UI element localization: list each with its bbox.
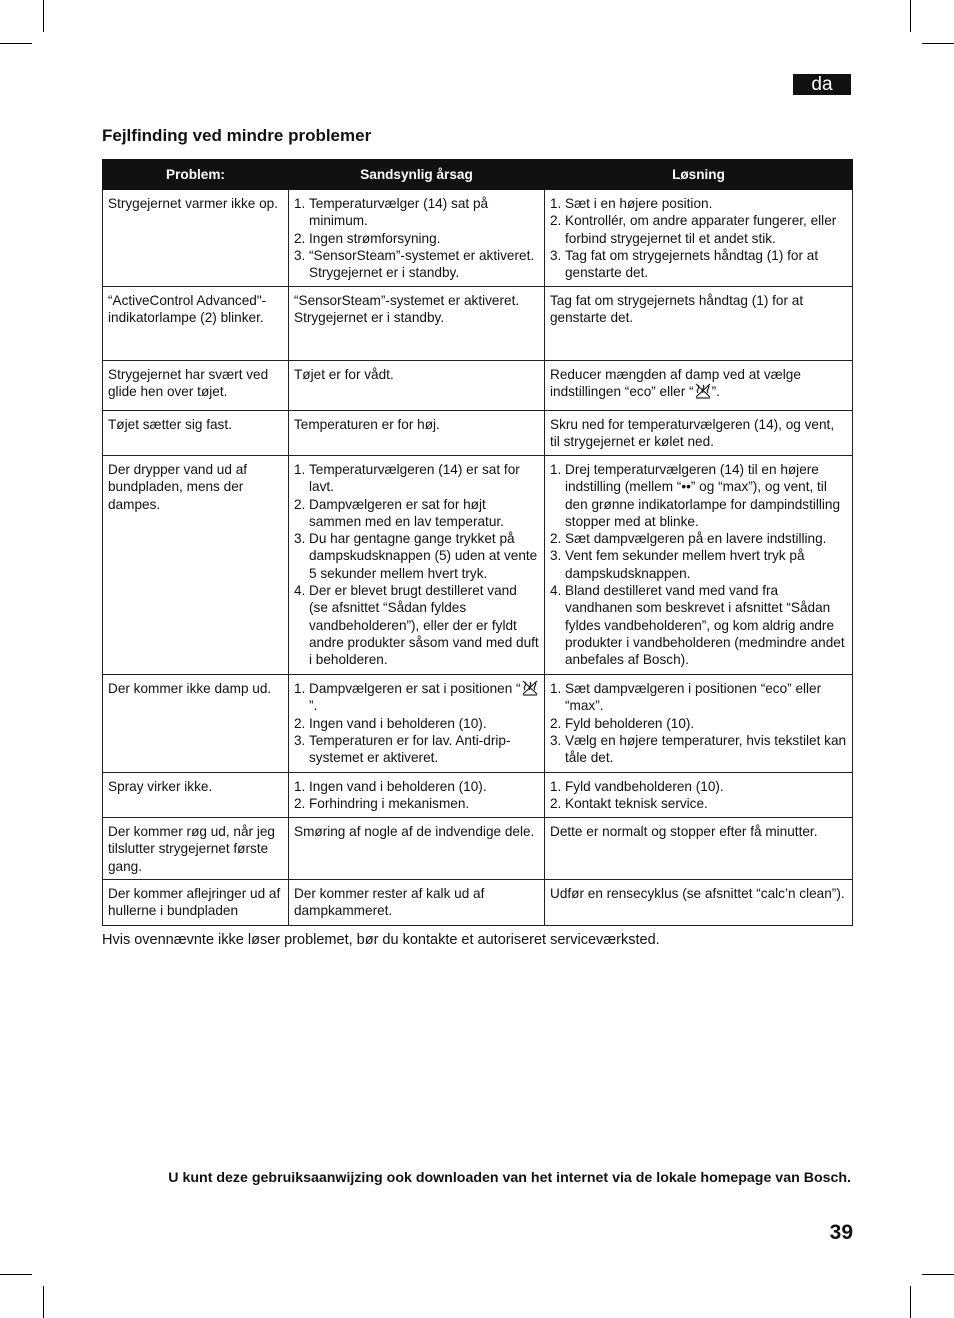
crop-mark-top-left-h — [0, 43, 32, 44]
list-item: 4. Der er blevet brugt destilleret vand (se afsnittet “Sådan fyldes vandbeholderen”), eller der er fyldt andre produkter såsom vand med duft i beholderen. — [294, 583, 539, 668]
table-header-row — [103, 160, 853, 190]
language-badge: da — [793, 74, 851, 95]
solution-cell — [545, 773, 853, 818]
list-item: 3. Temperaturen er for lav. Anti-drip-systemet er aktiveret. — [294, 732, 511, 766]
list-item: 2. Fyld beholderen (10). — [550, 715, 695, 731]
cause-cell: Temperaturen er for høj. — [289, 411, 545, 456]
table-row — [103, 361, 853, 411]
list-item: 1. Temperaturvælgeren (14) er sat for lavt. — [294, 462, 520, 495]
section-title: Fejlfinding ved mindre problemer — [102, 126, 372, 145]
cause-list — [294, 195, 539, 281]
problem-cell: Strygejernet har svært ved glide hen over tøjet. — [103, 361, 289, 411]
list-item: 1. Ingen vand i beholderen (10). — [294, 779, 487, 794]
problem-cell: Der kommer røg ud, når jeg tilslutter strygejernet første gang. — [103, 818, 289, 880]
cause-list — [294, 778, 539, 813]
solution-cell — [545, 190, 853, 287]
problem-cell: “ActiveControl Advanced"-indikatorlampe (2) blinker. — [103, 287, 289, 361]
solution-list — [550, 680, 847, 766]
list-item: 1. Fyld vandbeholderen (10). — [550, 779, 724, 794]
cause-cell — [289, 773, 545, 818]
solution-list — [550, 778, 847, 813]
list-item: 1. Sæt i en højere position. — [550, 196, 713, 211]
solution-cell: Dette er normalt og stopper efter få minutter. — [545, 818, 853, 880]
table-row — [103, 190, 853, 287]
cause-list — [294, 461, 539, 669]
list-item: 3. Vælg en højere temperaturer, hvis tekstilet kan tåle det. — [550, 732, 847, 766]
list-item: 3. “SensorSteam”-systemet er aktiveret. Strygejernet er i standby. — [294, 247, 535, 281]
crop-mark-bottom-right-h — [922, 1274, 954, 1275]
problem-cell: Spray virker ikke. — [103, 773, 289, 818]
cause-cell — [289, 190, 545, 287]
cause-cell: Der kommer rester af kalk ud af dampkammeret. — [289, 880, 545, 926]
cause-cell — [289, 675, 545, 773]
solution-cell — [545, 675, 853, 773]
list-item: 2. Kontakt teknisk service. — [550, 796, 708, 812]
table-row — [103, 675, 853, 773]
list-item: 2. Forhindring i mekanismen. — [294, 796, 470, 812]
list-item: 1. Dampvælgeren er sat i positionen “ ”. — [294, 680, 539, 715]
list-item: 3. Tag fat om strygejernets håndtag (1) for at genstarte det. — [550, 247, 819, 281]
table-row — [103, 411, 853, 456]
crop-mark-bottom-left-v — [43, 1286, 44, 1318]
list-item: 4. Bland destilleret vand med vand fra vandhanen som beskrevet i afsnittet “Sådan fyldes vandbeholderen”, og kom aldrig andre produkter i vandbeholderen (medmindre andet anbefales af Bosch). — [550, 583, 845, 668]
table-row — [103, 773, 853, 818]
list-item: 3. Du har gentagne gange trykket på dampskudsknappen (5) uden at vente 5 sekunder mellem hvert tryk. — [294, 531, 538, 581]
list-item: 1. Drej temperaturvælgeren (14) til en højere indstilling (mellem “••” og “max”), og vent, til den grønne indikatorlampe for dampindstilling stopper med at blinke. — [550, 462, 841, 529]
solution-cell: Reducer mængden af damp ved at vælge indstillingen “eco” eller “ ”. — [545, 361, 853, 411]
list-item: 1. Sæt dampvælgeren i positionen “eco” eller “max”. — [550, 681, 822, 714]
solution-cell — [545, 456, 853, 675]
cause-cell — [289, 456, 545, 675]
crop-mark-top-right-v — [910, 0, 911, 32]
troubleshooting-table — [102, 159, 853, 926]
crossed-out-steam-icon — [521, 680, 539, 696]
solution-cell: Udfør en rensecyklus (se afsnittet “calc’n clean”). — [545, 880, 853, 926]
cause-cell: Tøjet er for vådt. — [289, 361, 545, 411]
header-problem: Problem: — [103, 160, 289, 190]
service-note: Hvis ovennævnte ikke løser problemet, bør du kontakte et autoriseret serviceværksted. — [102, 932, 660, 948]
list-item: 2. Ingen vand i beholderen (10). — [294, 715, 487, 731]
solution-cell: Skru ned for temperaturvælgeren (14), og vent, til strygejernet er kølet ned. — [545, 411, 853, 456]
solution-list — [550, 461, 847, 669]
crop-mark-top-left-v — [43, 0, 44, 32]
crop-mark-top-right-h — [922, 43, 954, 44]
problem-cell: Der kommer ikke damp ud. — [103, 675, 289, 773]
table-row — [103, 287, 853, 361]
problem-cell: Der kommer aflejringer ud af hullerne i bundpladen — [103, 880, 289, 926]
crop-mark-bottom-right-v — [910, 1286, 911, 1318]
list-item: 2. Ingen strømforsyning. — [294, 230, 441, 246]
header-cause: Sandsynlig årsag — [289, 160, 545, 190]
cause-list — [294, 680, 539, 766]
problem-cell: Der drypper vand ud af bundpladen, mens der dampes. — [103, 456, 289, 675]
cause-cell: “SensorSteam”-systemet er aktiveret. Strygejernet er i standby. — [289, 287, 545, 361]
solution-cell: Tag fat om strygejernets håndtag (1) for at genstarte det. — [545, 287, 853, 361]
crop-mark-bottom-left-h — [0, 1274, 32, 1275]
problem-cell: Strygejernet varmer ikke op. — [103, 190, 289, 287]
page-number: 39 — [829, 1221, 853, 1244]
list-item: 1. Temperaturvælger (14) sat på minimum. — [294, 196, 489, 229]
table-row — [103, 880, 853, 926]
list-item: 3. Vent fem sekunder mellem hvert tryk på dampskudsknappen. — [550, 548, 805, 581]
list-item: 2. Sæt dampvælgeren på en lavere indstilling. — [550, 531, 827, 547]
table-row — [103, 818, 853, 880]
cause-cell: Smøring af nogle af de indvendige dele. — [289, 818, 545, 880]
solution-list — [550, 195, 847, 281]
download-note: U kunt deze gebruiksaanwijzing ook downloaden van het internet via de lokale homepage van Bosch. — [168, 1170, 851, 1186]
table-row — [103, 456, 853, 675]
header-solution: Løsning — [545, 160, 853, 190]
low-temperature-dots-symbol: •• — [681, 479, 691, 495]
problem-cell: Tøjet sætter sig fast. — [103, 411, 289, 456]
crossed-out-steam-icon — [694, 383, 712, 399]
list-item: 2. Dampvælgeren er sat for højt sammen med en lav temperatur. — [294, 496, 504, 529]
list-item: 2. Kontrollér, om andre apparater fungerer, eller forbind strygejernet til et andet stik. — [550, 213, 837, 246]
